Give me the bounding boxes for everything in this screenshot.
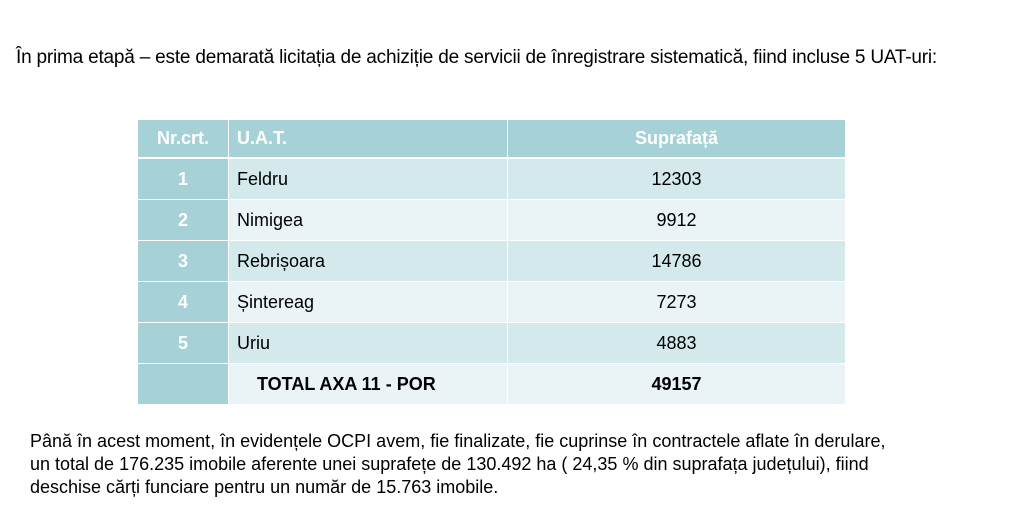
summary-paragraph <box>30 430 1020 499</box>
row-uat-name: Șintereag <box>229 282 508 323</box>
intro-text: În prima etapă – este demarată licitația de achiziție de servicii de înregistrare sistematică, fiind incluse 5 UAT-uri: <box>16 47 937 68</box>
row-number: 4 <box>138 282 229 323</box>
table-header-row <box>138 120 845 158</box>
row-suprafata: 7273 <box>508 282 846 323</box>
row-suprafata: 12303 <box>508 158 846 200</box>
row-uat-name: Feldru <box>229 158 508 200</box>
row-suprafata: 14786 <box>508 241 846 282</box>
row-suprafata: 4883 <box>508 323 846 364</box>
summary-line-1: Până în acest moment, în evidențele OCPI avem, fie finalizate, fie cuprinse în contractele aflate în derulare, <box>30 431 886 451</box>
table-row <box>138 241 845 282</box>
table-row <box>138 158 845 200</box>
row-uat-name: Rebrișoara <box>229 241 508 282</box>
row-uat-name: Nimigea <box>229 200 508 241</box>
table-row <box>138 323 845 364</box>
total-value: 49157 <box>508 364 846 405</box>
header-suprafata: Suprafață <box>508 120 846 158</box>
table-row <box>138 200 845 241</box>
row-number: 3 <box>138 241 229 282</box>
row-number: 5 <box>138 323 229 364</box>
total-label: TOTAL AXA 11 - POR <box>229 364 508 405</box>
row-number: 2 <box>138 200 229 241</box>
uat-table <box>138 120 845 405</box>
row-suprafata: 9912 <box>508 200 846 241</box>
row-number: 1 <box>138 158 229 200</box>
header-uat: U.A.T. <box>229 120 508 158</box>
table-row <box>138 282 845 323</box>
summary-line-3: deschise cărți funciare pentru un număr de 15.763 imobile. <box>30 477 499 497</box>
header-nr-crt: Nr.crt. <box>138 120 229 158</box>
summary-line-2: un total de 176.235 imobile aferente unei suprafețe de 130.492 ha ( 24,35 % din suprafața județului), fiind <box>30 454 869 474</box>
total-row <box>138 364 845 405</box>
row-uat-name: Uriu <box>229 323 508 364</box>
total-empty-cell <box>138 364 229 405</box>
